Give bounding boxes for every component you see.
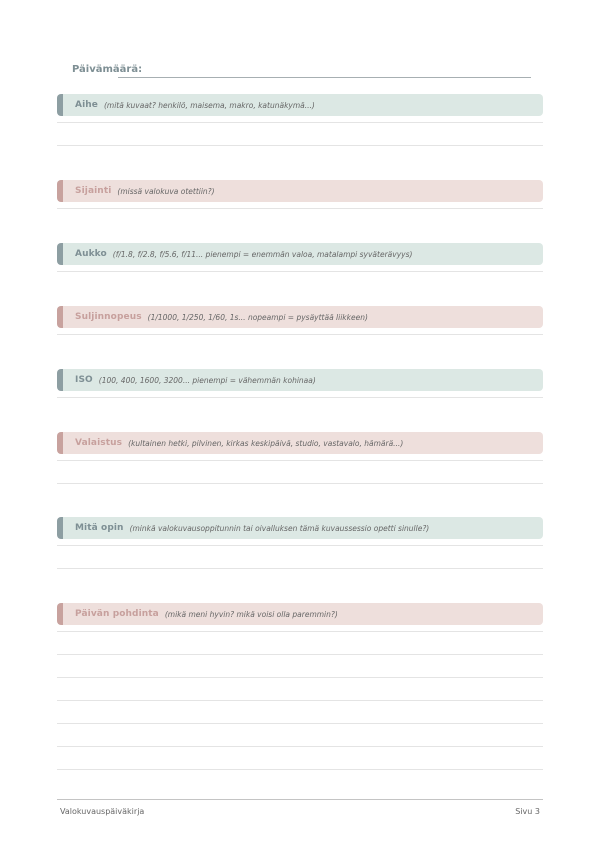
section-label: Valaistus	[75, 438, 123, 448]
section-label: Suljinnopeus	[75, 312, 142, 322]
section-header	[57, 94, 543, 116]
writing-lines	[57, 397, 543, 420]
writing-line	[57, 631, 543, 654]
section-hint: (mitä kuvaat? henkilö, maisema, makro, katunäkymä...)	[103, 100, 315, 110]
writing-lines	[57, 334, 543, 357]
writing-line	[57, 397, 543, 420]
date-label: Päivämäärä:	[72, 64, 143, 75]
section-hint: (100, 400, 1600, 3200... pienempi = vähemmän kohinaa)	[98, 375, 316, 385]
section-hint: (f/1.8, f/2.8, f/5.6, f/11... pienempi = enemmän valoa, matalampi syväterävyys)	[112, 249, 413, 259]
section-hint: (mikä meni hyvin? mikä voisi olla paremmin?)	[164, 609, 338, 619]
writing-lines	[57, 545, 543, 591]
journal-sections	[57, 94, 543, 792]
page-number: Sivu 3	[515, 807, 540, 816]
section-mita-opin	[57, 517, 543, 591]
section-label: Mitä opin	[75, 523, 124, 533]
writing-lines	[57, 631, 543, 792]
section-header	[57, 180, 543, 202]
writing-line	[57, 483, 543, 506]
writing-line	[57, 568, 543, 591]
writing-line	[57, 545, 543, 568]
writing-line	[57, 271, 543, 294]
section-header	[57, 306, 543, 328]
writing-line	[57, 460, 543, 483]
section-paivan-pohdinta	[57, 603, 543, 792]
section-hint: (minkä valokuvausoppitunnin tai oivalluksen tämä kuvaussessio opetti sinulle?)	[129, 523, 430, 533]
writing-line	[57, 746, 543, 769]
section-label: Aihe	[75, 100, 98, 110]
footer-title: Valokuvauspäiväkirja	[60, 807, 145, 816]
writing-line	[57, 700, 543, 723]
section-aihe	[57, 94, 543, 168]
writing-line	[57, 677, 543, 700]
section-hint: (missä valokuva otettiin?)	[117, 186, 215, 196]
section-label: Sijainti	[75, 186, 112, 196]
writing-lines	[57, 460, 543, 506]
section-label: ISO	[75, 375, 93, 385]
writing-line	[57, 654, 543, 677]
section-aukko	[57, 243, 543, 294]
footer-rule	[57, 799, 543, 800]
section-header	[57, 432, 543, 454]
section-header	[57, 603, 543, 625]
section-label: Päivän pohdinta	[75, 609, 159, 619]
section-sijainti	[57, 180, 543, 231]
writing-line	[57, 334, 543, 357]
section-header	[57, 243, 543, 265]
section-valaistus	[57, 432, 543, 506]
section-header	[57, 369, 543, 391]
section-hint: (kultainen hetki, pilvinen, kirkas keskipäivä, studio, vastavalo, hämärä...)	[128, 438, 404, 448]
section-hint: (1/1000, 1/250, 1/60, 1s... nopeampi = pysäyttää liikkeen)	[147, 312, 368, 322]
writing-lines	[57, 271, 543, 294]
writing-line	[57, 208, 543, 231]
writing-line	[57, 145, 543, 168]
writing-lines	[57, 122, 543, 168]
writing-line	[57, 122, 543, 145]
writing-lines	[57, 208, 543, 231]
writing-line	[57, 769, 543, 792]
writing-line	[57, 723, 543, 746]
section-iso	[57, 369, 543, 420]
section-suljinnopeus	[57, 306, 543, 357]
section-header	[57, 517, 543, 539]
section-label: Aukko	[75, 249, 107, 259]
date-line	[118, 77, 531, 78]
